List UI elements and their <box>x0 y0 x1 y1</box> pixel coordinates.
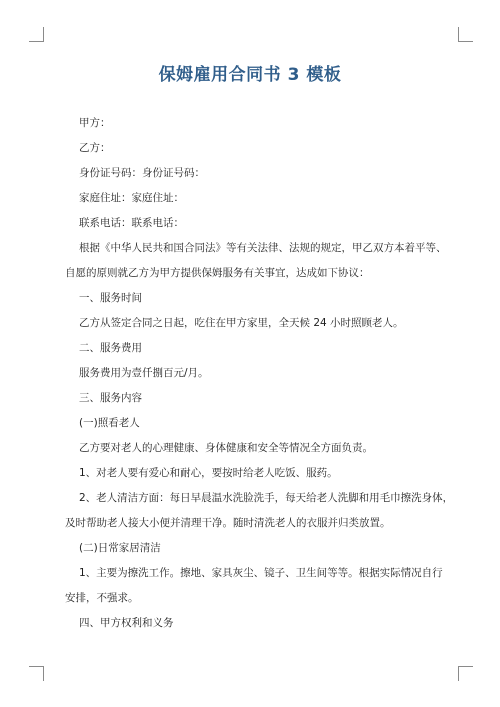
crop-mark-bottom-left <box>29 666 44 681</box>
crop-mark-bottom-right <box>458 666 473 681</box>
section-heading-1: 一、服务时间 <box>79 292 142 304</box>
paragraph-line: 乙方要对老人的心理健康、身体健康和安全等情况全方面负责。 <box>79 442 373 454</box>
document-title: 保姆雇用合同书 3 模板 <box>158 65 342 85</box>
phone-line: 联系电话：联系电话： <box>79 217 184 229</box>
section-heading-4: 四、甲方权利和义务 <box>79 617 174 629</box>
subsection-heading-1: (一)照看老人 <box>79 417 140 429</box>
crop-mark-top-left <box>29 27 44 42</box>
home-address-line: 家庭住址：家庭住址： <box>79 192 184 204</box>
paragraph-line: 服务费用为壹仟捌百元/月。 <box>79 367 209 379</box>
id-number-line: 身份证号码：身份证号码： <box>79 167 205 179</box>
paragraph-line: 1、对老人要有爱心和耐心，要按时给老人吃饭、服药。 <box>79 467 338 479</box>
preamble-line-2: 自愿的原则就乙方为甲方提供保姆服务有关事宜，达成如下协议： <box>65 267 370 279</box>
paragraph-line: 及时帮助老人接大小便并清理干净。随时清洗老人的衣服并归类放置。 <box>65 517 391 529</box>
paragraph-line: 1、主要为擦洗工作。擦地、家具灰尘、镜子、卫生间等等。根据实际情况自行 <box>79 567 443 579</box>
section-heading-3: 三、服务内容 <box>79 392 142 404</box>
paragraph-line: 乙方从签定合同之日起，吃住在甲方家里，全天候 24 小时照顾老人。 <box>79 317 404 329</box>
crop-mark-top-right <box>458 27 473 42</box>
subsection-heading-2: (二)日常家居清洁 <box>79 542 161 554</box>
paragraph-line: 安排，不强求。 <box>65 592 139 604</box>
preamble-line-1: 根据《中华人民共和国合同法》等有关法律、法规的规定，甲乙双方本着平等、 <box>79 242 447 254</box>
party-a-line: 甲方： <box>79 117 111 129</box>
paragraph-line: 2、老人清洁方面：每日早晨温水洗脸洗手，每天给老人洗脚和用毛巾擦洗身体， <box>79 492 454 504</box>
section-heading-2: 二、服务费用 <box>79 342 142 354</box>
party-b-line: 乙方： <box>79 142 111 154</box>
